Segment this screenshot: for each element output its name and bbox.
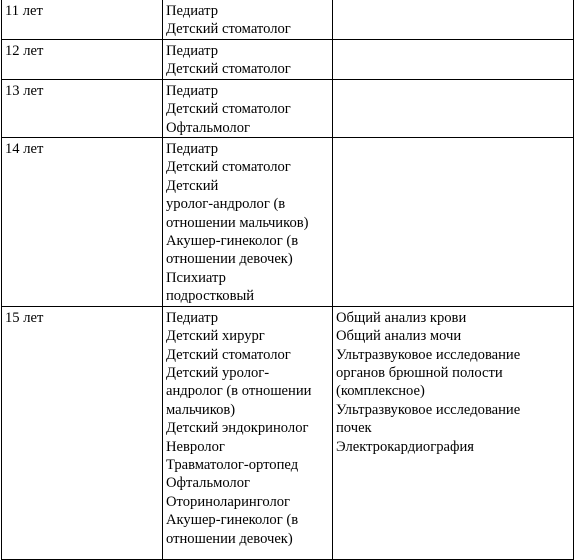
specialist-line: Офтальмолог <box>166 119 250 136</box>
specialist-line: отношении мальчиков) <box>166 214 309 231</box>
specialist-line: Детский стоматолог <box>166 101 291 118</box>
table-row <box>2 79 574 137</box>
examination-line: почек <box>336 420 372 437</box>
age-label: 13 лет <box>5 82 44 99</box>
age-cell <box>2 138 163 307</box>
examinations-cell <box>333 40 574 80</box>
examination-line: (комплексное) <box>336 383 425 400</box>
specialist-line: Невролог <box>166 438 225 455</box>
specialist-line: подростковый <box>166 288 255 305</box>
specialist-line: Педиатр <box>166 141 219 158</box>
age-cell <box>2 0 163 40</box>
examinations-cell <box>333 306 574 559</box>
examination-line: Общий анализ крови <box>336 309 467 326</box>
specialist-line: Педиатр <box>166 3 219 19</box>
table-row <box>2 0 574 40</box>
table-body <box>2 0 574 559</box>
age-cell <box>2 306 163 559</box>
specialist-line: Педиатр <box>166 309 219 326</box>
age-label: 15 лет <box>5 309 44 326</box>
specialist-line: отношении девочек) <box>166 530 293 547</box>
specialist-line: Детский стоматолог <box>166 61 291 78</box>
examination-line: Ультразвуковое исследование <box>336 346 521 363</box>
specialist-line: мальчиков) <box>166 401 236 418</box>
specialist-line: Педиатр <box>166 43 219 59</box>
specialist-line: Детский <box>166 177 219 194</box>
age-label: 14 лет <box>5 141 44 158</box>
specialists-cell <box>163 138 333 307</box>
specialists-cell <box>163 79 333 137</box>
specialist-line: Педиатр <box>166 82 219 99</box>
examinations-cell <box>333 79 574 137</box>
specialist-line: Детский стоматолог <box>166 346 291 363</box>
age-cell <box>2 40 163 80</box>
examination-line: Общий анализ мочи <box>336 328 462 345</box>
examinations-cell <box>333 0 574 40</box>
table-row <box>2 138 574 307</box>
specialist-line: Детский хирург <box>166 328 265 345</box>
specialist-line: Офтальмолог <box>166 475 250 492</box>
specialists-cell <box>163 306 333 559</box>
specialist-line: отношении девочек) <box>166 251 293 268</box>
age-label: 11 лет <box>5 3 43 19</box>
examination-schedule-table <box>1 0 574 560</box>
specialist-line: Детский стоматолог <box>166 159 291 176</box>
specialist-line: Травматолог-ортопед <box>166 456 299 473</box>
specialists-cell <box>163 40 333 80</box>
specialist-line: андролог (в отношении <box>166 383 312 400</box>
specialist-line: Детский стоматолог <box>166 21 291 38</box>
table-row <box>2 40 574 80</box>
specialist-line: Акушер-гинеколог (в <box>166 512 299 529</box>
examination-line: Электрокардиография <box>336 438 474 455</box>
specialist-line: уролог-андролог (в <box>166 196 286 213</box>
examinations-cell <box>333 138 574 307</box>
examination-line: органов брюшной полости <box>336 364 503 381</box>
table-row <box>2 306 574 559</box>
age-cell <box>2 79 163 137</box>
specialist-line: Акушер-гинеколог (в <box>166 233 299 250</box>
specialist-line: Оториноларинголог <box>166 493 291 510</box>
specialist-line: Детский эндокринолог <box>166 420 309 437</box>
specialists-cell <box>163 0 333 40</box>
age-label: 12 лет <box>5 43 44 59</box>
specialist-line: Детский уролог- <box>166 364 270 381</box>
examination-line: Ультразвуковое исследование <box>336 401 521 418</box>
specialist-line: Психиатр <box>166 269 226 286</box>
